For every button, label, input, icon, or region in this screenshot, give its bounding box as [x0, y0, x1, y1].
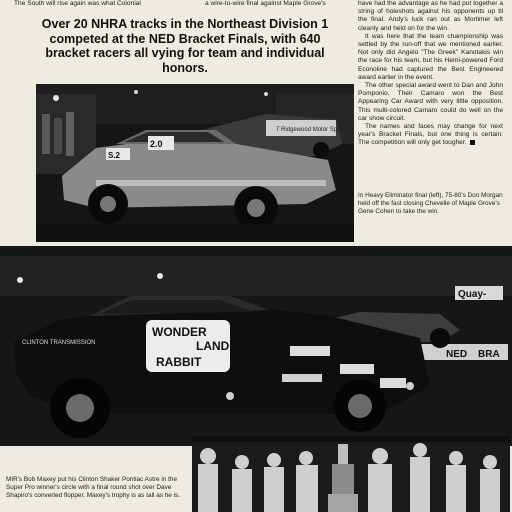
top-left-text: The South will rise again was what Colonial — [14, 0, 141, 7]
end-mark — [470, 140, 475, 145]
car2-line1: WONDER — [152, 325, 207, 339]
photo-heavy-eliminator — [36, 84, 354, 242]
car2-line3: RABBIT — [156, 355, 202, 369]
photo-heavy-eliminator-art — [36, 84, 354, 242]
car2-side-text: CLINTON TRANSMISSION — [22, 340, 96, 346]
photo-trophy-presentation-art — [192, 436, 510, 512]
caption-mir: MIR's Bob Maxey put his Clinton Shaker Pontiac Astre in the Super Pro winner's circle with a final round shot over Dave Shapiro's converted flopper. Maxey's trophy is as tall as he is. — [6, 476, 181, 499]
article-deck: Over 20 NHRA tracks in the Northeast Division 1 competed at the NED Bracket Finals, with 640 bracket racers all vying for team and individual honors. — [41, 17, 329, 75]
right-paragraph-2: It was here that the team championship was settled by the run-off that we mentioned earlier. Not only did Angelo "The Greek" Kanotakis win the race for his team, but his Hemi-powered Ford Econoline had captured the Best Engineered award earlier in the event. — [358, 32, 503, 81]
car1-number-secondary: S.2 — [108, 151, 121, 160]
photo-trophy-presentation — [192, 436, 510, 512]
right-paragraph-1: have had the advantage as he had put together a string of holeshots against his opponents up til the final. Andy's luck ran out as Mortimer left cleanly and held on for the win. — [358, 0, 503, 32]
right-paragraph-4 — [358, 123, 503, 148]
car1-number: 2.0 — [150, 139, 163, 149]
right-paragraph-4-text: The names and faces may change for next year's Bracket Finals, but one thing is certain: The competition will only get tougher. — [358, 123, 503, 147]
back-car-label: 7 Ridgewood Motor Sports — [276, 127, 348, 133]
sign-bra: BRA — [478, 349, 500, 360]
right-paragraph-3: The other special award went to Dan and John Pomponio. Their Camaro won the Best Appearing Car Award with very little opposition. This multi-colored Camaro could do well on the car show circuit. — [358, 82, 503, 122]
sign-quay: Quay- — [458, 289, 487, 300]
car2-line2: LAND — [196, 339, 230, 353]
right-column — [358, 0, 503, 148]
caption-heavy-eliminator: In Heavy Eliminator final (left), 75-80's Don Morgan held off the fast closing Chevelle of Maple Grove's Gene Cohen to take the win. — [358, 192, 503, 215]
sign-ned: NED — [446, 349, 468, 360]
photo-wonderland-rabbit-art — [0, 246, 512, 446]
top-mid-text: a wire-to-wire final against Maple Grove's — [205, 0, 326, 7]
photo-wonderland-rabbit — [0, 246, 512, 446]
